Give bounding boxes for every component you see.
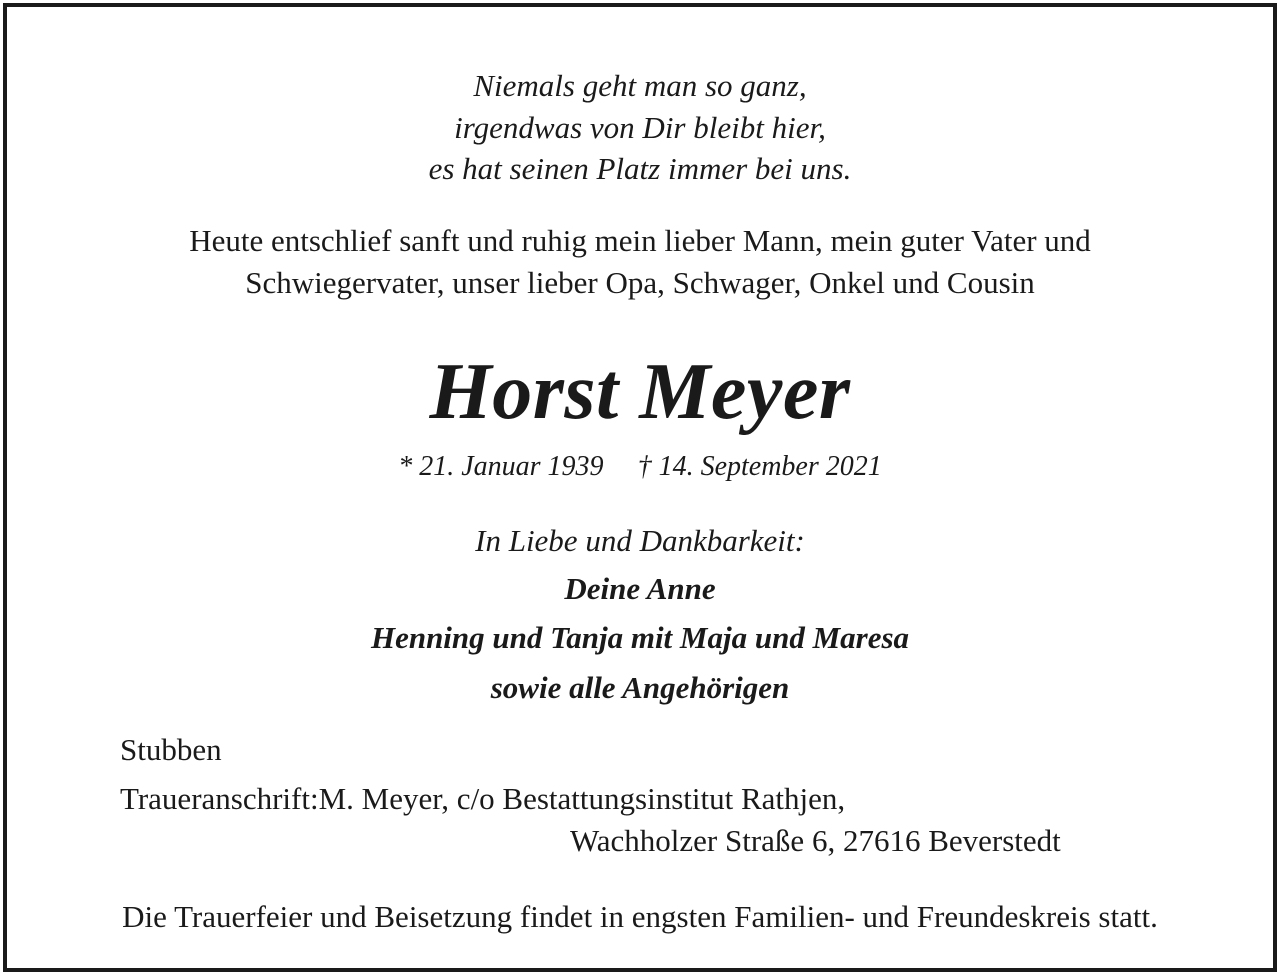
thanks-line: In Liebe und Dankbarkeit: <box>475 523 805 558</box>
funeral-note: Die Trauerfeier und Beisetzung findet in engsten Familien- und Freundeskreis statt. <box>122 899 1158 934</box>
poem-line-2: irgendwas von Dir bleibt hier, <box>454 110 826 145</box>
poem-line-3: es hat seinen Platz immer bei uns. <box>428 151 852 186</box>
family-line-3: sowie alle Angehörigen <box>490 670 790 705</box>
birth-date: * 21. Januar 1939 <box>398 451 604 482</box>
obituary-notice <box>3 3 1277 972</box>
family-line-1: Deine Anne <box>564 571 716 606</box>
poem-line-1: Niemals geht man so ganz, <box>473 68 807 103</box>
life-dates <box>7 450 1273 484</box>
family-line-2: Henning und Tanja mit Maja und Maresa <box>370 620 910 655</box>
place: Stubben <box>120 732 222 767</box>
address-line-2: Wachholzer Straße 6, 27616 Beverstedt <box>570 823 1061 858</box>
deceased-name: Horst Meyer <box>429 348 851 436</box>
death-date: † 14. September 2021 <box>637 451 882 482</box>
intro-line-1: Heute entschlief sanft und ruhig mein lieber Mann, mein guter Vater und <box>189 223 1091 258</box>
address-line-1: Traueranschrift:M. Meyer, c/o Bestattungsinstitut Rathjen, <box>120 781 846 816</box>
intro-line-2: Schwiegervater, unser lieber Opa, Schwager, Onkel und Cousin <box>245 265 1035 300</box>
